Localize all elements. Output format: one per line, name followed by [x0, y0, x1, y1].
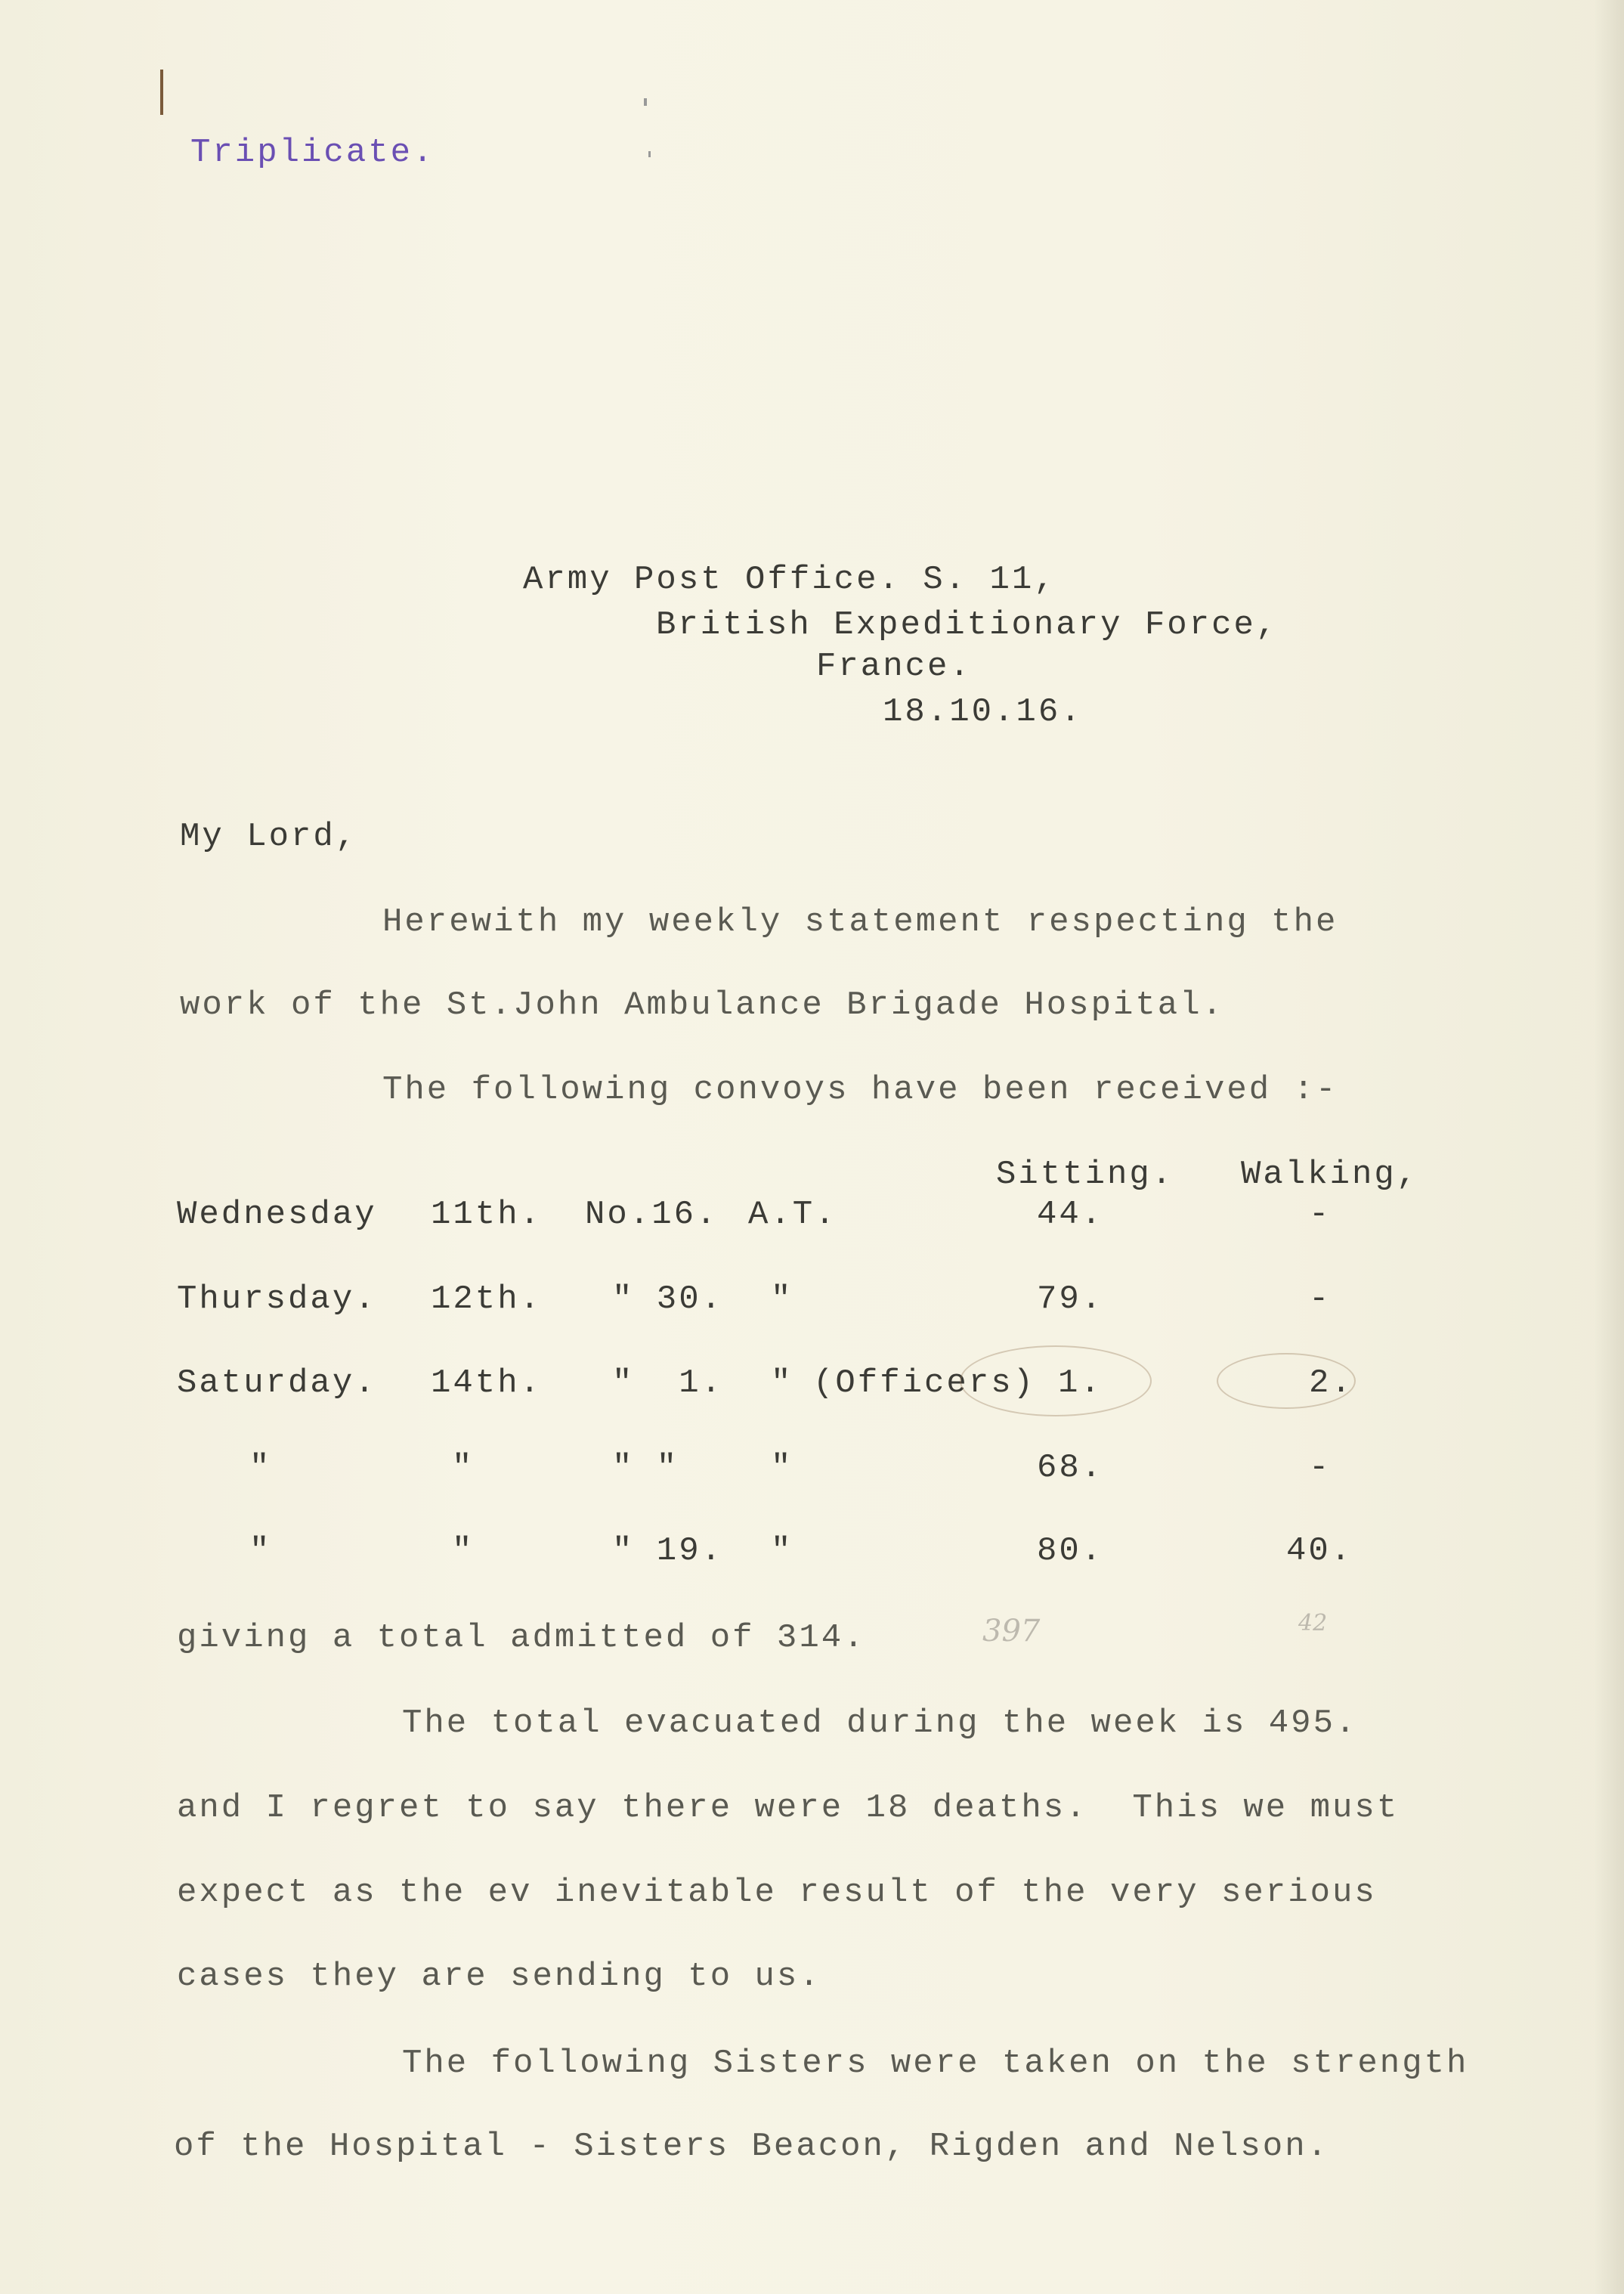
header-walking: Walking,: [1241, 1156, 1419, 1193]
paragraph-4-line-4: cases they are sending to us.: [177, 1958, 821, 1995]
row-number: " 19.: [612, 1532, 724, 1570]
ink-speck: [644, 98, 647, 106]
address-date: 18.10.16.: [883, 693, 1083, 731]
row-sitting: 80.: [1037, 1532, 1104, 1570]
row-date: 12th.: [431, 1280, 543, 1318]
row-day: Saturday.: [177, 1364, 377, 1402]
row-date: ": [452, 1449, 475, 1487]
row-walking: -: [1309, 1196, 1332, 1234]
row-sitting: 68.: [1037, 1449, 1104, 1487]
row-type: ": [771, 1364, 793, 1402]
paragraph-4-line-3: expect as the ev inevitable result of the very serious: [177, 1874, 1377, 1912]
paragraph-4-line-1: The total evacuated during the week is 495.: [402, 1704, 1358, 1742]
row-date: ": [452, 1532, 475, 1570]
row-walking: -: [1309, 1280, 1332, 1318]
pencil-sum-note: 397: [982, 1614, 1041, 1649]
header-sitting: Sitting.: [996, 1156, 1174, 1193]
pencil-circle: [1217, 1353, 1356, 1409]
row-date: 11th.: [431, 1196, 543, 1234]
row-number: No.16.: [585, 1196, 719, 1234]
row-date: 14th.: [431, 1364, 543, 1402]
paragraph-5-line-2: of the Hospital - Sisters Beacon, Rigden and Nelson.: [174, 2128, 1330, 2166]
row-sitting: 44.: [1037, 1196, 1104, 1234]
row-type: ": [771, 1280, 793, 1318]
paragraph-4-line-2: and I regret to say there were 18 deaths. This we must: [177, 1789, 1400, 1827]
row-day: ": [249, 1532, 272, 1570]
row-walking: 40.: [1286, 1532, 1353, 1570]
pencil-circle: [960, 1345, 1152, 1416]
paragraph-5-line-1: The following Sisters were taken on the strength: [402, 2045, 1469, 2082]
row-sitting: 1.: [1058, 1364, 1103, 1402]
row-walking: 2.: [1309, 1364, 1353, 1402]
paragraph-1-line-2: work of the St.John Ambulance Brigade Hospital.: [180, 986, 1225, 1024]
row-type: ": [771, 1532, 793, 1570]
page-edge-shadow: [1594, 0, 1624, 2294]
row-day: Wednesday: [177, 1196, 377, 1234]
ink-speck: [648, 151, 651, 157]
row-number: " 30.: [612, 1280, 724, 1318]
row-walking: -: [1309, 1449, 1332, 1487]
row-number: " ": [612, 1449, 679, 1487]
address-line-3: France.: [816, 648, 972, 686]
paragraph-1-line-1: Herewith my weekly statement respecting the: [382, 903, 1338, 941]
copy-mark: Triplicate.: [190, 134, 435, 172]
row-number: " 1.: [612, 1364, 724, 1402]
total-admitted-line: giving a total admitted of 314.: [177, 1619, 866, 1657]
address-line-2: British Expeditionary Force,: [656, 606, 1279, 644]
row-note: (Officers): [813, 1364, 1036, 1402]
row-day: ": [249, 1449, 272, 1487]
row-type: A.T.: [748, 1196, 837, 1234]
ink-mark: [160, 70, 163, 115]
pencil-walk-note: 42: [1298, 1610, 1328, 1636]
salutation: My Lord,: [180, 818, 358, 856]
address-line-1: Army Post Office. S. 11,: [523, 561, 1056, 599]
row-type: ": [771, 1449, 793, 1487]
paragraph-2-line-1: The following convoys have been received :-: [382, 1071, 1338, 1109]
row-sitting: 79.: [1037, 1280, 1104, 1318]
row-day: Thursday.: [177, 1280, 377, 1318]
